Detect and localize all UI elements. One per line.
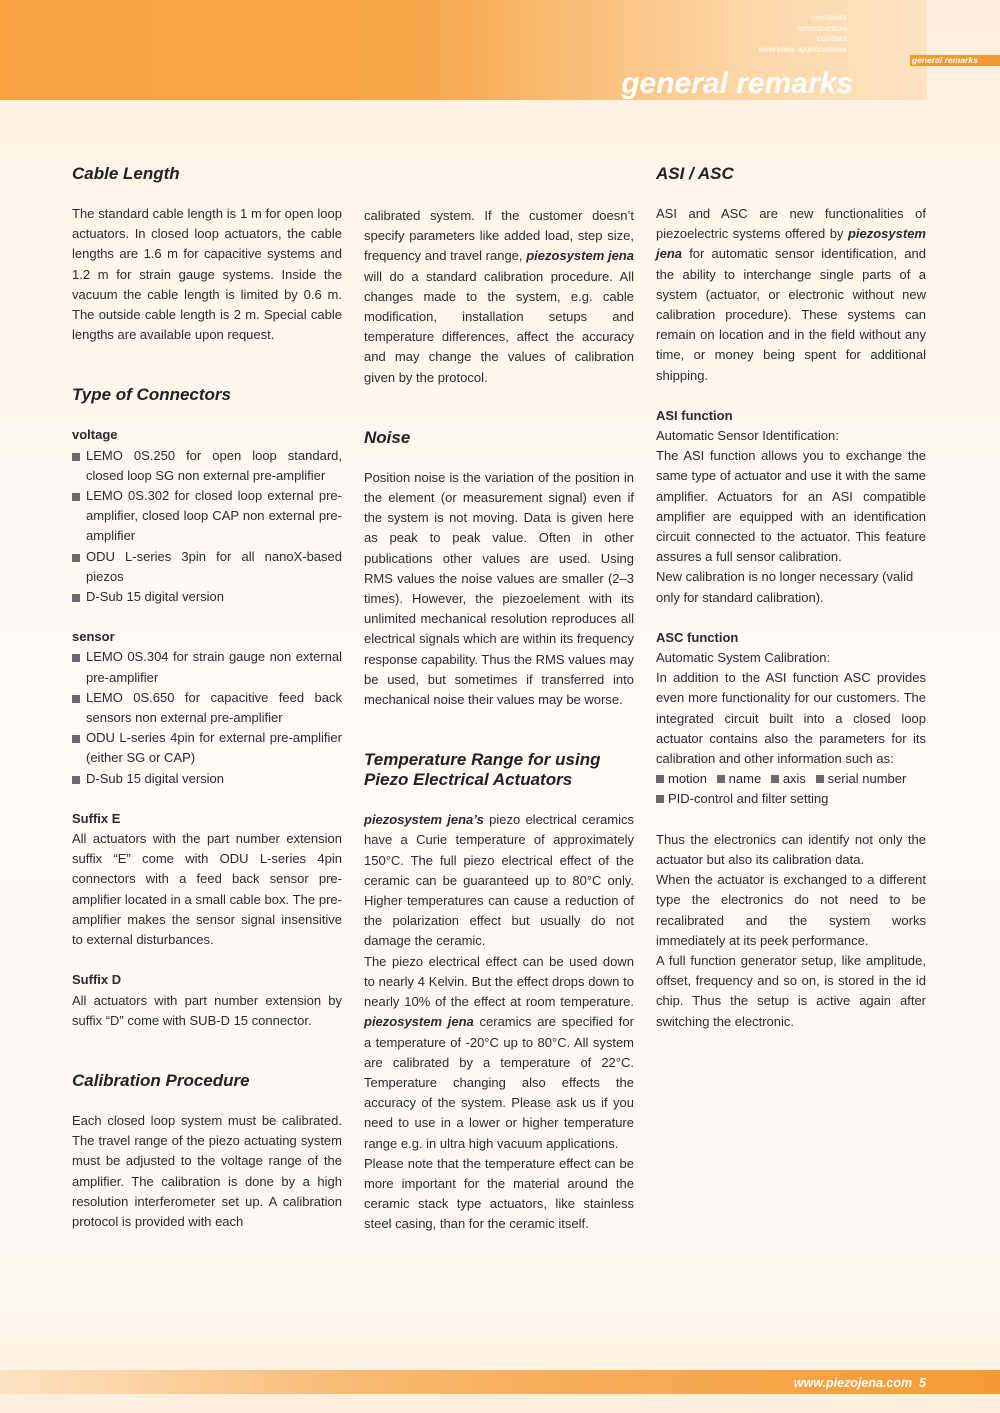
list-item: ODU L-series 4pin for external pre-amplifier (either SG or CAP) [72,728,342,768]
heading-temperature-range: Temperature Range for using Piezo Electrical Actuators [364,750,601,790]
header-banner [0,0,927,100]
bullet-icon [656,775,664,783]
suffix-d-label: Suffix D [72,972,122,988]
bullet-icon [717,775,725,783]
page-number: 5 [919,1376,926,1390]
suffix-e-label: Suffix E [72,810,121,826]
column-left [72,164,342,1232]
brand-name: piezosystem jena [656,226,926,262]
bullet-icon [72,654,80,662]
sensor-list [72,647,342,788]
section-nav [759,12,847,54]
asc-function-subtitle: Automatic System Calibration: [656,650,831,666]
heading-noise: Noise [364,427,411,447]
bullet-icon [72,594,80,602]
bullet-icon [72,493,80,501]
asc-function-text: In addition to the ASI function ASC provides even more functionality for our customers. The integrated circuit built into a closed loop actuator contains also the parameters for its calibration and other information such as: [656,670,926,767]
asc-text-3: When the actuator is exchanged to a different type the electronics do not need to be recalibrated and the system works immediately at its peek performance. [656,872,926,948]
suffix-d-text: All actuators with part number extension by suffix “D” come with SUB-D 15 connector. [72,992,342,1028]
heading-type-of-connectors: Type of Connectors [72,385,231,405]
list-item: ODU L-series 3pin for all nanoX-based piezos [72,547,342,587]
asc-text-4: A full function generator setup, like amplitude, offset, frequency and so on, is stored in the id chip. Thus the setup is active again after switching the electronic. [656,952,926,1029]
list-item: PID-control and filter setting [668,791,829,807]
nav-item-introduction[interactable]: introduction [797,22,847,33]
voltage-label: voltage [72,427,118,443]
asc-list-last [656,789,926,809]
noise-text: Position noise is the variation of the position in the element (or measurement signal) even if the system is not moving. Data is given here as peak to peak value. Often in other publications other values are used. Using RMS values the noise values are smaller (2–3 times). However, the piezoelement with its unlimited mechanical resolution reproduces all electrical signals which are within its frequency response capability. Thus the RMS values may be used, but sometimes if transferred into mechanical noise their values may be worse. [364,469,634,708]
bullet-icon [72,695,80,703]
voltage-list [72,446,342,608]
list-item: axis [782,771,806,787]
brand-name: piezosystem jena [364,1014,474,1030]
list-item: D-Sub 15 digital version [72,587,342,607]
list-item: LEMO 0S.650 for capacitive feed back sensors non external pre-amplifier [72,688,342,728]
list-item: LEMO 0S.302 for closed loop external pre-amplifier, closed loop CAP non external pre-amplifier [72,486,342,547]
asc-inline-list [656,769,926,789]
temperature-text-3: Please note that the temperature effect can be more important for the material around the ceramic stack type actuators, like stainless steel casing, than for the ceramic itself. [364,1155,634,1232]
list-item: name [728,771,762,787]
bullet-icon [771,775,779,783]
temperature-text-2: The piezo electrical effect can be used down to nearly 4 Kelvin. But the effect drops down to nearly 10% of the effect at room temperature. piezosystem jena ceramics are specified for a temperature of -20°C up to 80°C. All system are calibrated by a temperature of 22°C. Temperature changing also effects the accuracy of the system. Please ask us if you need to use in a lower or higher temperature range e.g. in ultra high vacuum applications. [364,953,634,1151]
suffix-e-text: All actuators with the part number extension suffix “E” come with ODU L-series 4pin connectors with a feed back sensor pre-amplifier located in a small cable box. The pre-amplifier makes the sensor signal insensitive to external disturbances. [72,831,342,948]
bullet-icon [816,775,824,783]
bullet-icon [656,795,664,803]
asi-function-text-2: New calibration is no longer necessary (valid only for standard calibration). [656,569,914,605]
bullet-icon [72,554,80,562]
heading-cable-length: Cable Length [72,164,180,183]
heading-asi-asc: ASI / ASC [656,164,734,183]
nav-item-overview-applications[interactable]: overview applications [758,43,847,54]
bullet-icon [72,453,80,461]
calibration-text: Each closed loop system must be calibrated. The travel range of the piezo actuating system must be adjusted to the voltage range of the amplifier. The calibration is done by a high resolution interferometer set up. A calibration protocol is provided with each [72,1112,342,1229]
list-item: LEMO 0S.250 for open loop standard, closed loop SG non external pre-amplifier [72,446,342,486]
list-item: D-Sub 15 digital version [72,769,342,789]
footer-url[interactable]: www.piezojena.com 5 [793,1376,926,1390]
sensor-label: sensor [72,629,115,645]
temperature-text-1: piezosystem jena’s piezo electrical ceramics have a Curie temperature of approximately 150°C. The full piezo electrical effect of the ceramic can be guaranteed up to 80°C only. Higher temperatures can cause a reduction of the polarization effect but usually do not damage the ceramic. [364,812,634,949]
nav-item-contents[interactable]: contents [811,12,847,22]
brand-name: piezosystem jena [526,248,634,264]
column-right [656,164,926,1032]
column-middle [364,206,634,1235]
nav-item-general-remarks[interactable]: general remarks [910,55,1000,66]
list-item: motion [668,771,708,787]
cable-length-text: The standard cable length is 1 m for open loop actuators. In closed loop actuators, the cable lengths are 1.6 m for capacitive systems and 1.2 m for strain gauge systems. Inside the vacuum the cable length is limited by 0.6 m. The outside cable length is 2 m. Special cable lengths are available upon request. [72,206,342,343]
list-item: serial number [827,771,907,787]
bullet-icon [72,776,80,784]
asc-text-2: Thus the electronics can identify not only the actuator but also its calibration data. [656,831,926,867]
asi-function-label: ASI function [656,407,733,423]
list-item: LEMO 0S.304 for strain gauge non external pre-amplifier [72,647,342,687]
heading-calibration-procedure: Calibration Procedure [72,1070,250,1090]
asi-function-subtitle: Automatic Sensor Identification: [656,428,839,444]
brand-name: piezosystem jena’s [364,812,484,828]
calibration-continued-text: calibrated system. If the customer doesn’t specify parameters like added load, step size, frequency and travel range, piezosystem jena will do a standard calibration procedure. All changes made to the system, e.g. cable modification, installation setups and temperature differences, affect the accuracy and may change the values of calibration given by the protocol. [364,208,634,385]
asi-asc-text: ASI and ASC are new functionalities of piezoelectric systems offered by piezosystem jena for automatic sensor identification, and the ability to interchange single parts of a system (actuator, or electronic without new calibration procedure). These systems can remain on location and in the field without any time, or money being spent for additional shipping. [656,206,926,383]
asc-function-label: ASC function [656,629,739,645]
nav-item-contact[interactable]: contact [816,33,847,43]
asi-function-text: The ASI function allows you to exchange the same type of actuator and use it with the same amplifier. Actuators for an ASI compatible amplifier are equipped with an identification circuit connected to the actuator. This feature assures a full sensor calibration. [656,448,926,565]
bullet-icon [72,735,80,743]
page-title: general remarks [621,67,853,100]
